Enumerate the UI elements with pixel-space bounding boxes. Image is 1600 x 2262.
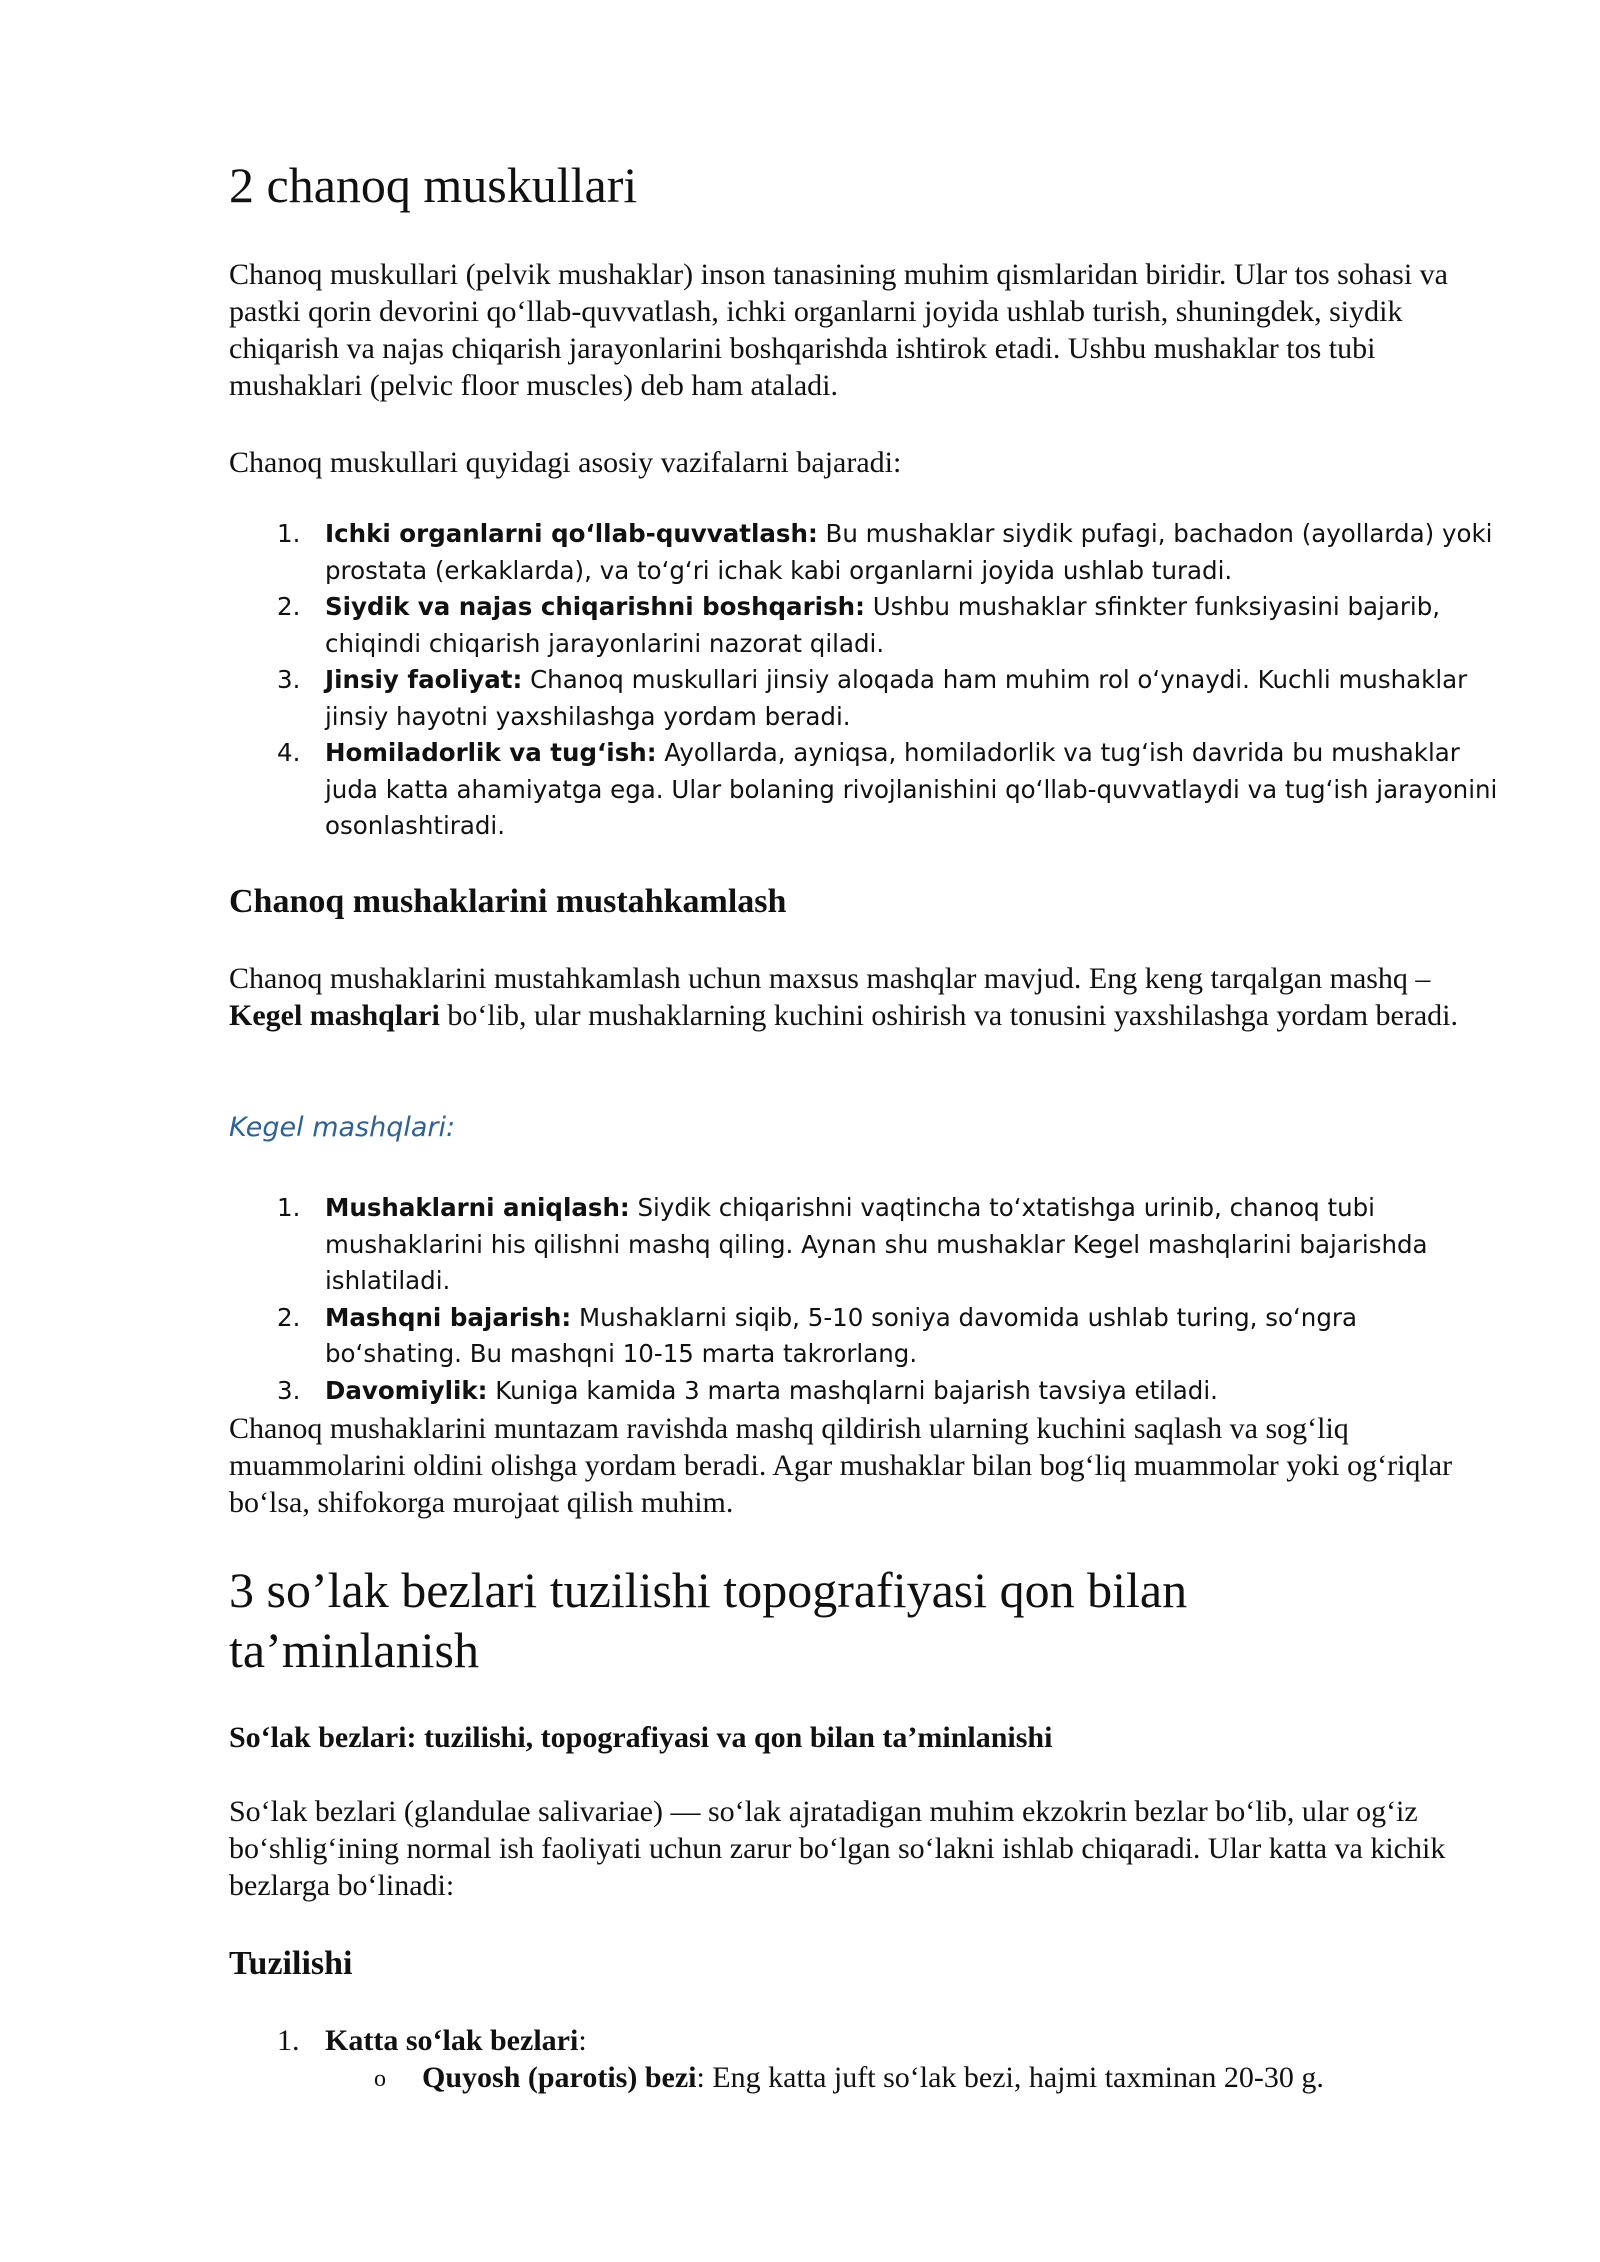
list-number: 4. [277, 738, 301, 767]
kegel-term: Kegel mashqlari [229, 999, 440, 1032]
list-number: 2. [277, 592, 301, 621]
list-term: Jinsiy faoliyat: [325, 665, 523, 694]
list-number: 1. [277, 2024, 300, 2057]
list-term: Homiladorlik va tug‘ish: [325, 738, 657, 767]
kegel-steps-list [229, 1190, 1499, 1409]
section-3-subtitle: So‘lak bezlari: tuzilishi, topografiyasi va qon bilan ta’minlanishi [229, 1721, 1053, 1754]
list-number: 3. [277, 1375, 301, 1405]
section-2-title: 2 chanoq muskullari [229, 157, 638, 213]
list-text: Ushbu mushaklar sfinkter funksiyasini bajarib, chiqindi chiqarish jarayonlarini nazorat qiladi. [325, 592, 1441, 658]
strengthen-heading: Chanoq mushaklarini mustahkamlash [229, 883, 787, 920]
list-item [229, 735, 1499, 845]
sub-text: : Eng katta juft so‘lak bezi, hajmi taxminan 20-30 g. [696, 2061, 1324, 2094]
list-item [229, 1300, 1499, 1373]
strengthen-text-before: Chanoq mushaklarini mustahkamlash uchun maxsus mashqlar mavjud. Eng keng tarqalgan mashq – [229, 962, 1431, 995]
list-term: Katta so‘lak bezlari [325, 2024, 579, 2057]
list-item [229, 589, 1499, 662]
strengthen-paragraph [229, 960, 1499, 1034]
list-item [229, 1373, 1499, 1410]
structure-heading: Tuzilishi [229, 1945, 353, 1982]
list-term: Mashqni bajarish: [325, 1302, 572, 1332]
section-3-intro: So‘lak bezlari (glandulae salivariae) — so‘lak ajratadigan muhim ekzokrin bezlar bo‘lib, ular og‘iz bo‘shlig‘ining normal ish faoliyati uchun zarur bo‘lgan so‘lakni ishlab chiqaradi. Ular katta va kichik bezlarga bo‘linadi: [229, 1795, 1446, 1902]
list-number: 2. [277, 1302, 301, 1332]
list-item [229, 1190, 1499, 1300]
kegel-heading: Kegel mashqlari: [229, 1112, 456, 1143]
strengthen-text-after: bo‘lib, ular mushaklarning kuchini oshirish va tonusini yaxshilashga yordam beradi. [439, 999, 1458, 1032]
list-number: 3. [277, 665, 301, 694]
list-number: 1. [277, 519, 301, 548]
list-item [229, 516, 1499, 589]
list-number: 1. [277, 1193, 301, 1222]
list-text: Siydik chiqarishni vaqtincha to‘xtatishga urinib, chanoq tubi mushaklarini his qilishni mashq qiling. Aynan shu mushaklar Kegel mashqlarini bajarishda ishlatiladi. [325, 1193, 1428, 1295]
list-text: Kuniga kamida 3 marta mashqlarni bajarish tavsiya etiladi. [487, 1375, 1218, 1405]
functions-list [229, 516, 1499, 845]
sub-term: Quyosh (parotis) bezi [422, 2061, 697, 2094]
closing-paragraph: Chanoq mushaklarini muntazam ravishda mashq qildirish ularning kuchini saqlash va sog‘liq muammolarini oldini olishga yordam beradi. Agar mushaklar bilan bog‘liq muammolar yoki og‘riqlar bo‘lsa, shifokorga murojaat qilish muhim. [229, 1412, 1453, 1519]
list-term: Siydik va najas chiqarishni boshqarish: [325, 592, 865, 621]
section-3-title: 3 so’lak bezlari tuzilishi topografiyasi qon bilan ta’minlanish [229, 1562, 1188, 1678]
list-term: Ichki organlarni qo‘llab-quvvatlash: [325, 519, 818, 548]
list-text: : [578, 2024, 587, 2057]
list-term: Davomiylik: [325, 1375, 488, 1405]
section-2-intro: Chanoq muskullari (pelvik mushaklar) inson tanasining muhim qismlaridan biridir. Ular tos sohasi va pastki qorin devorini qo‘llab-quvvatlash, ichki organlarni joyida ushlab turish, shuningdek, siydik chiqarish va najas chiqarish jarayonlarini boshqarishda ishtirok etadi. Ushbu mushaklar tos tubi mushaklari (pelvic floor muscles) deb ham ataladi. [229, 258, 1448, 402]
list-text: Mushaklarni siqib, 5-10 soniya davomida ushlab turing, so‘ngra bo‘shating. Bu mashqni 10-15 marta takrorlang. [325, 1302, 1357, 1368]
list-text: Bu mushaklar siydik pufagi, bachadon (ayollarda) yoki prostata (erkaklarda), va to‘g‘ri ichak kabi organlarni joyida ushlab turadi. [325, 519, 1493, 585]
list-term: Mushaklarni aniqlash: [325, 1193, 630, 1222]
circle-bullet-icon: o [374, 2066, 386, 2092]
sub-list [229, 2059, 1499, 2096]
functions-lead: Chanoq muskullari quyidagi asosiy vazifalarni bajaradi: [229, 446, 902, 479]
structure-list [229, 2022, 1499, 2096]
sub-list-item [229, 2059, 1499, 2096]
list-item [229, 662, 1499, 735]
list-text: Chanoq muskullari jinsiy aloqada ham muhim rol o‘ynaydi. Kuchli mushaklar jinsiy hayotni yaxshilashga yordam beradi. [325, 665, 1468, 731]
list-item [229, 2022, 1499, 2096]
list-text: Ayollarda, ayniqsa, homiladorlik va tug‘ish davrida bu mushaklar juda katta ahamiyatga ega. Ular bolaning rivojlanishini qo‘llab-quvvatlaydi va tug‘ish jarayonini osonlashtiradi. [325, 738, 1498, 840]
